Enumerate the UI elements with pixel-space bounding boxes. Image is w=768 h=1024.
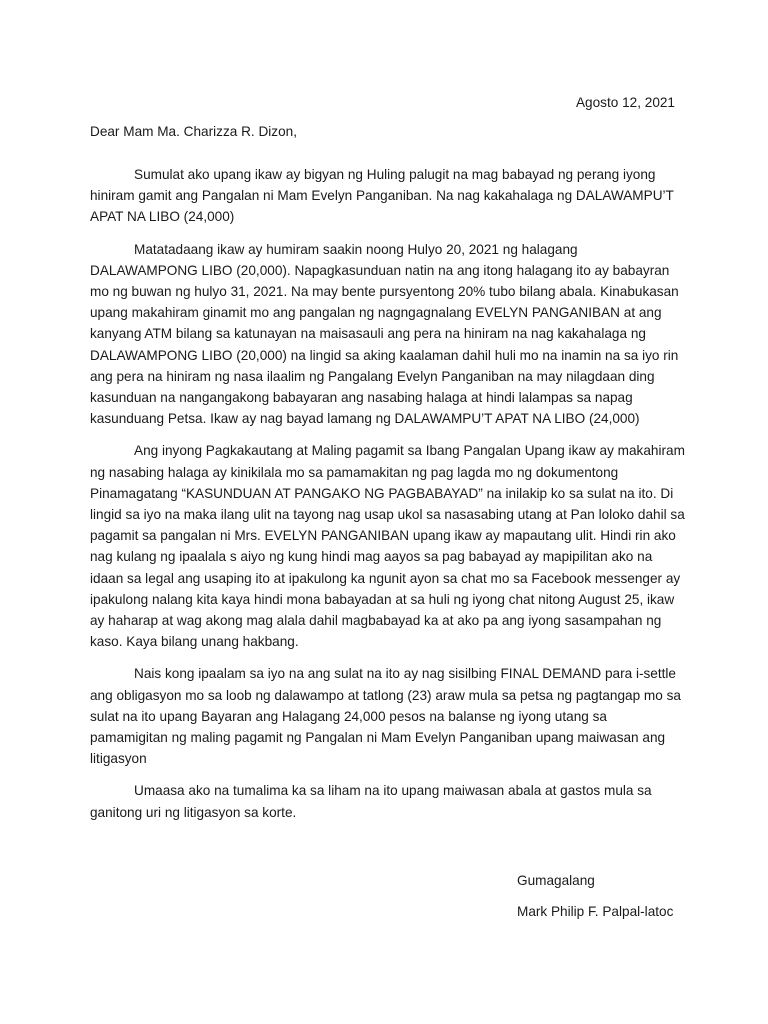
letter-salutation: Dear Mam Ma. Charizza R. Dizon, (90, 124, 297, 139)
letter-date: Agosto 12, 2021 (575, 95, 675, 110)
paragraph-acknowledgement: Ang inyong Pagkakautang at Maling pagamit sa Ibang Pangalan Upang ikaw ay makahiram ng nasabing halaga ay kinikilala mo sa pamamakitan ng pag lagda mo ng dokumentong Pinamagatang “KASUNDUAN AT PANGAKO NG PAGBABAYAD” na inilakip ko sa sulat na ito. Di lingid sa iyo na maka ilang ulit na tayong nag usap ukol sa nasasabing utang at Pan loloko dahil sa pagamit sa pangalan ni Mrs. EVELYN PANGANIBAN upang ikaw ay mapautang ulit. Hindi rin ako nag kulang ng ipaalala s aiyo ng kung hindi mag aayos sa pag babayad ay mapipilitan ako na idaan sa legal ang usaping ito at ipakulong ka ngunit ayon sa chat mo sa Facebook messenger ay ipakulong nalang kita kaya hindi mona babayadan at sa huli ng iyong chat nitong August 25, ikaw ay haharap at wag akong mag alala dahil magbabayad ka at ako pa ang iyong sasampahan ng kaso. Kaya bilang unang hakbang. (90, 443, 685, 650)
letter-closing: Gumagalang (517, 873, 595, 888)
paragraph-final-demand: Nais kong ipaalam sa iyo na ang sulat na ito ay nag sisilbing FINAL DEMAND para i-settle ang obligasyon mo sa loob ng dalawampo at tatlong (23) araw mula sa petsa ng pagtangap mo sa sulat na ito upang Bayaran ang Halagang 24,000 pesos na balanse ng iyong utang sa pamamigitan ng maling pagamit ng Pangalan ni Mam Evelyn Panganiban upang maiwasan ang litigasyon (90, 666, 681, 767)
letter-signature-name: Mark Philip F. Palpal-latoc (517, 904, 674, 919)
paragraph-loan-details: Matatadaang ikaw ay humiram saakin noong Hulyo 20, 2021 ng halagang DALAWAMPONG LIBO (20,000). Napagkasunduan natin na ang itong halagang ito ay babayran mo ng buwan ng hulyo 31, 2021. Na may bente pursyentong 20% tubo bilang abala. Kinabukasan upang makahiram ginamit mo ang pangalan ng nagngagnalang EVELYN PANGANIBAN at ang kanyang ATM bilang sa katunayan na maisasauli ang pera na hiniram na nag kakahalaga ng DALAWAMPONG LIBO (20,000) na lingid sa aking kaalaman dahil huli mo na inamin na sa iyo rin ang pera na hiniram ng nasa ilaalim ng Pangalang Evelyn Panganiban na may nilagdaan ding kasunduan na nangangakong babayaran ang nasabing halaga at hindi lalampas sa napag kasunduang Petsa. Ikaw ay nag bayad lamang ng DALAWAMPU’T APAT NA LIBO (24,000) (90, 241, 679, 427)
paragraph-hope: Umaasa ako na tumalima ka sa liham na ito upang maiwasan abala at gastos mula sa ganitong uri ng litigasyon sa korte. (90, 783, 652, 820)
paragraph-final-notice: Sumulat ako upang ikaw ay bigyan ng Huling palugit na mag babayad ng perang iyong hiniram gamit ang Pangalan ni Mam Evelyn Panganiban. Na nag kakahalaga ng DALAWAMPU’T APAT NA LIBO (24,000) (90, 167, 674, 225)
letter-body (90, 164, 688, 834)
